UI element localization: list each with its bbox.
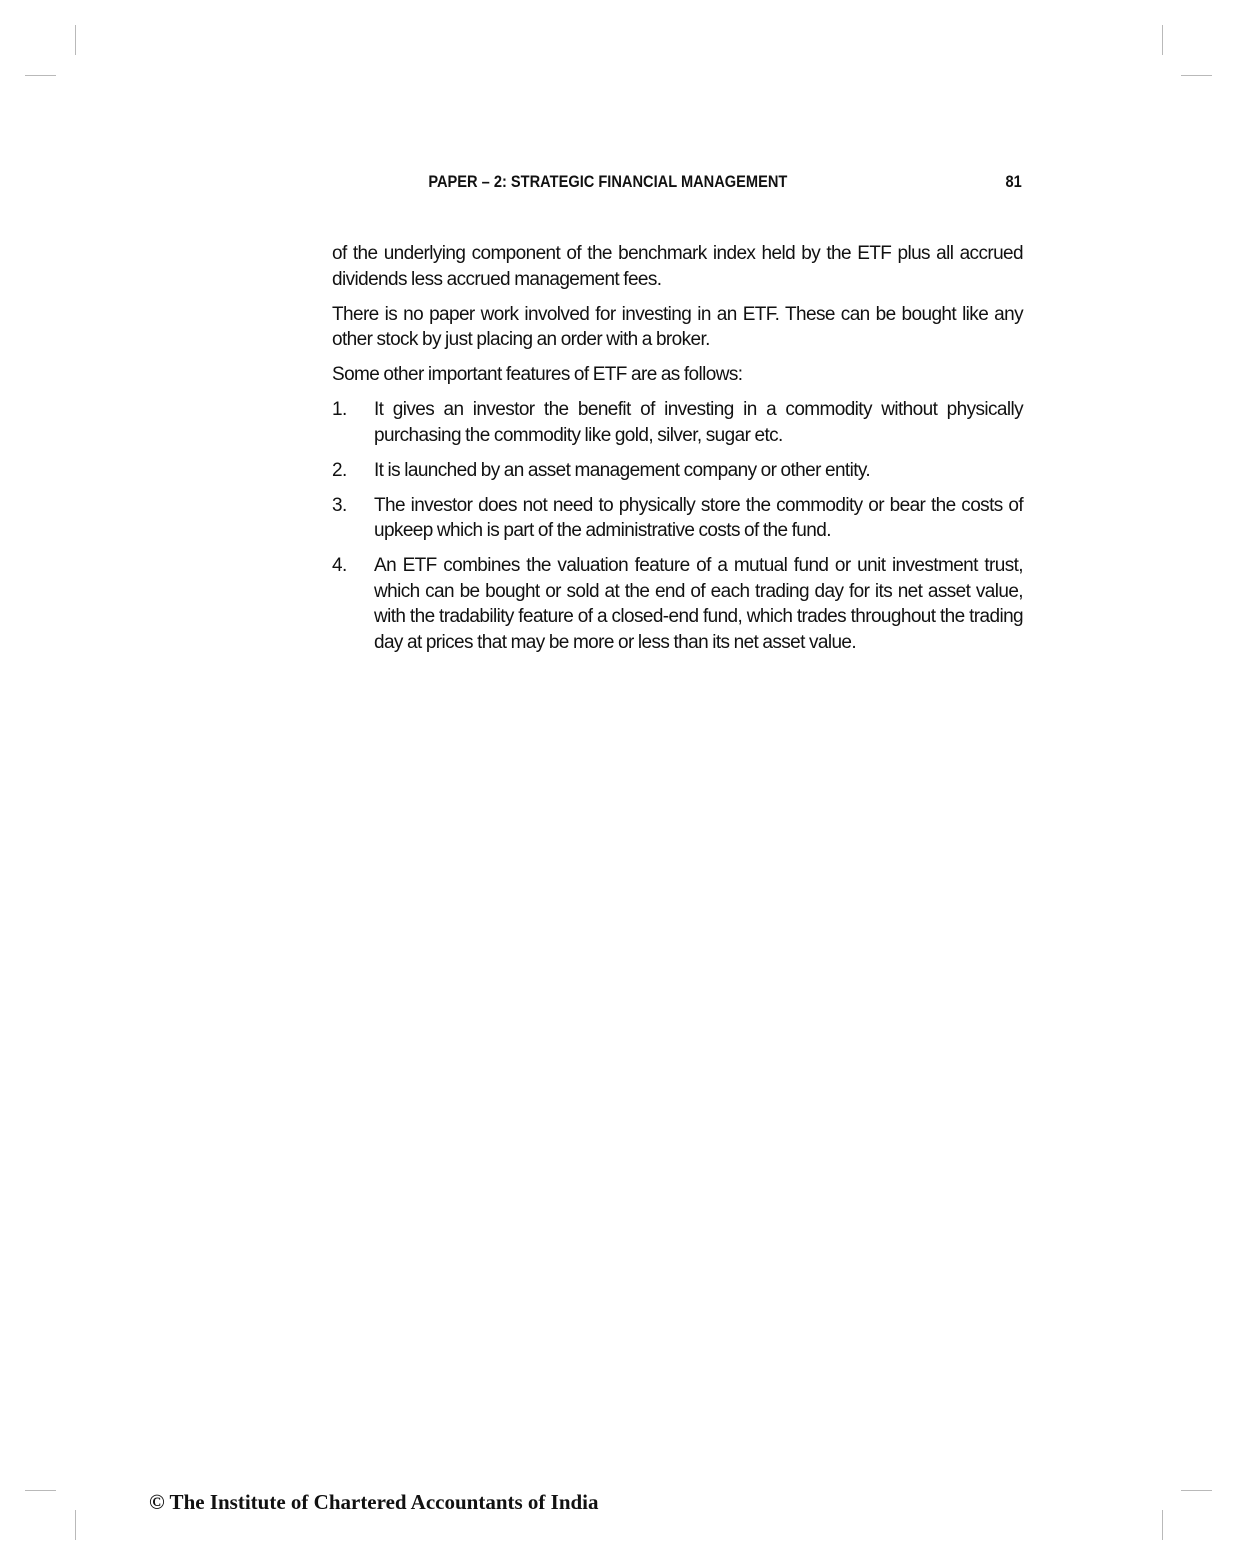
list-item: [332, 458, 1023, 484]
list-item-number: 1.: [332, 399, 347, 420]
paragraph-features-intro: Some other important features of ETF are as follows:: [332, 364, 743, 385]
list-item-text: It is launched by an asset management company or other entity.: [374, 459, 871, 481]
paragraph-paperwork: There is no paper work involved for investing in an ETF. These can be bought like any other stock by just placing an order with a broker.: [332, 303, 1023, 350]
list-item-text: An ETF combines the valuation feature of a mutual fund or unit investment trust, which can be bought or sold at the end of each trading day for its net asset value, with the tradability feature of a closed-end fund, which trades throughout the trading day at prices that may be more or less than its net asset value.: [374, 555, 1023, 653]
list-item-number: 4.: [332, 555, 347, 576]
page-body: [332, 241, 1023, 665]
list-item-text: The investor does not need to physically store the commodity or bear the costs of upkeep which is part of the administrative costs of the fund.: [374, 494, 1023, 541]
crop-mark-top-left-horizontal: [25, 75, 56, 76]
crop-mark-top-right-vertical: [1162, 25, 1163, 55]
header-title: PAPER – 2: STRATEGIC FINANCIAL MANAGEMENT: [428, 172, 788, 191]
crop-mark-bottom-right-vertical: [1162, 1510, 1163, 1540]
list-item-text: It gives an investor the benefit of investing in a commodity without physically purchasing the commodity like gold, silver, sugar etc.: [374, 399, 1023, 446]
page-number: 81: [1005, 172, 1022, 191]
list-item: [332, 493, 1023, 544]
crop-mark-top-left-vertical: [75, 25, 76, 55]
list-item: [332, 397, 1023, 448]
crop-mark-bottom-right-horizontal: [1181, 1490, 1212, 1491]
features-list: [332, 397, 1023, 655]
crop-mark-bottom-left-horizontal: [25, 1490, 56, 1491]
list-item-number: 3.: [332, 494, 347, 516]
list-item-number: 2.: [332, 459, 347, 481]
running-header: [332, 170, 1022, 194]
paragraph-continued: of the underlying component of the benchmark index held by the ETF plus all accrued dividends less accrued management fees.: [332, 243, 1023, 290]
crop-mark-top-right-horizontal: [1181, 75, 1212, 76]
footer-copyright: © The Institute of Chartered Accountants of India: [149, 1490, 599, 1514]
crop-mark-bottom-left-vertical: [75, 1510, 76, 1540]
list-item: [332, 553, 1023, 655]
